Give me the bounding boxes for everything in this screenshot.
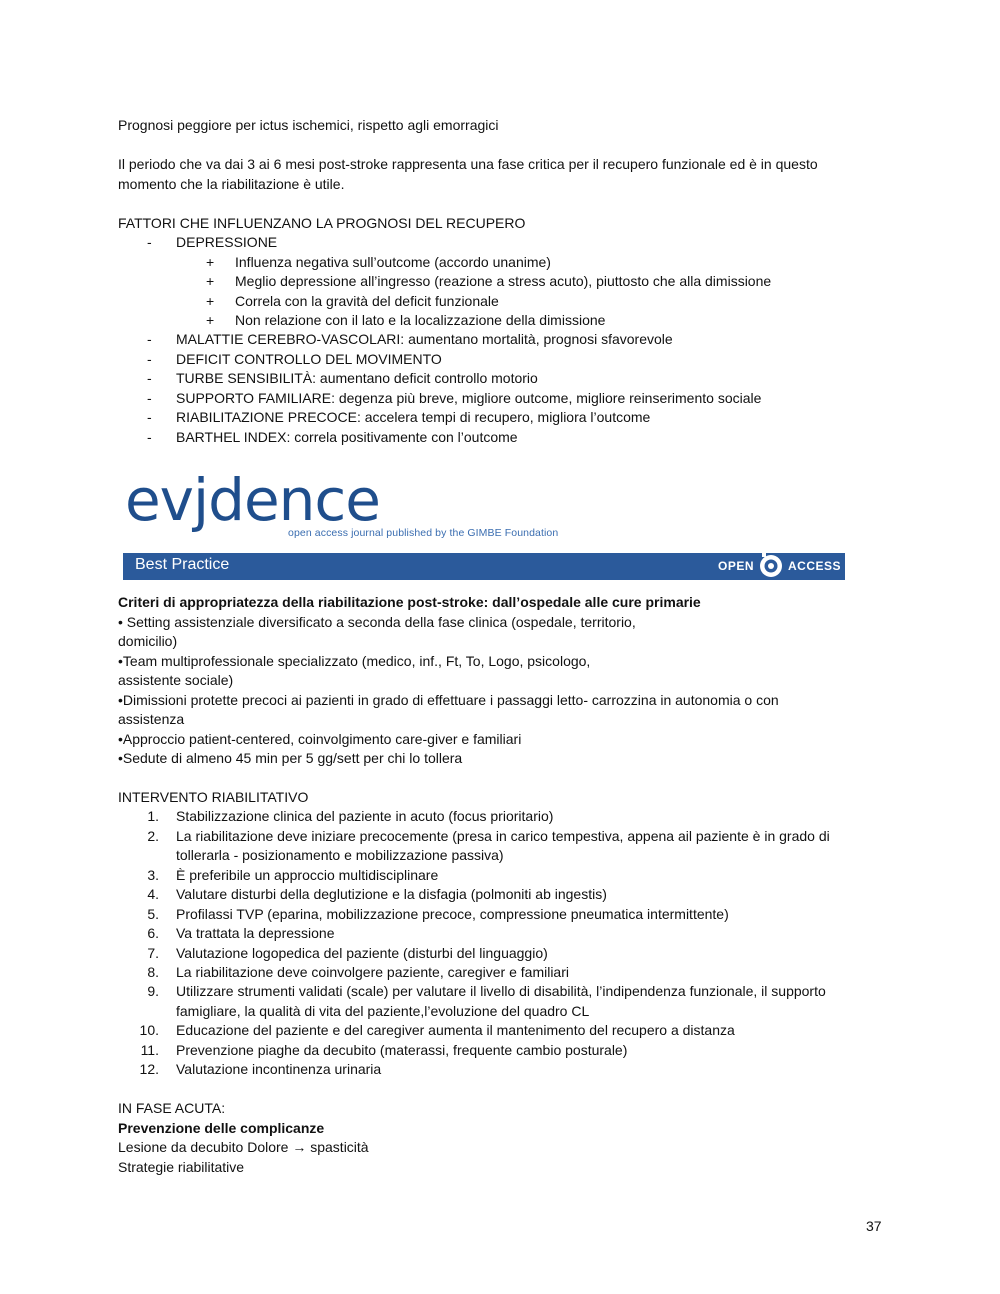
intervento-item: Va trattata la depressione	[176, 925, 335, 941]
dash-bullet: -	[147, 351, 152, 367]
fase-acuta-bold: Prevenzione delle complicanze	[118, 1120, 325, 1136]
access-label: ACCESS	[788, 559, 842, 573]
plus-bullet: +	[206, 312, 215, 328]
dash-bullet: -	[147, 390, 152, 406]
intervento-item: Prevenzione piaghe da decubito (materassi, frequente cambio posturale)	[176, 1042, 628, 1058]
dash-bullet: -	[147, 234, 152, 250]
plus-bullet: +	[206, 254, 215, 270]
intervento-item: Valutare disturbi della deglutizione e la disfagia (polmoniti ab ingestis)	[176, 886, 607, 902]
open-label: OPEN	[718, 559, 755, 573]
criteri-line: • Setting assistenziale diversificato a seconda della fase clinica (ospedale, territorio,	[118, 614, 636, 630]
intervento-item-cont: famigliare, la qualità di vita del paziente,l’evoluzione del quadro CL	[176, 1003, 590, 1019]
fattori-item: TURBE SENSIBILITÀ: aumentano deficit controllo motorio	[176, 370, 538, 386]
intervento-item-cont: tollerarla - posizionamento e mobilizzazione passiva)	[176, 847, 504, 863]
depressione-sub-item: Meglio depressione all’ingresso (reazione a stress acuto), piuttosto che alla dimissione	[235, 273, 772, 289]
depressione-sub-item: Non relazione con il lato e la localizzazione della dimissione	[235, 312, 606, 328]
fattori-item: BARTHEL INDEX: correla positivamente con l’outcome	[176, 429, 518, 445]
list-number: 3.	[147, 867, 159, 883]
fattori-item: MALATTIE CEREBRO-VASCOLARI: aumentano mortalità, prognosi sfavorevole	[176, 331, 673, 347]
dash-bullet: -	[147, 429, 152, 445]
list-number: 4.	[147, 886, 159, 902]
criteri-line: •Team multiprofessionale specializzato (medico, inf., Ft, To, Logo, psicologo,	[118, 653, 591, 669]
criteri-line: •Dimissioni protette precoci ai pazienti in grado di effettuare i passaggi letto- carrozzina in autonomia o con	[118, 692, 779, 708]
best-practice-label: Best Practice	[135, 556, 230, 573]
list-number: 7.	[147, 945, 159, 961]
open-access-lock-icon	[756, 539, 786, 579]
intro-line-2: Il periodo che va dai 3 ai 6 mesi post-stroke rappresenta una fase critica per il recupero funzionale ed è in questo	[118, 156, 818, 172]
list-number: 5.	[147, 906, 159, 922]
evidence-subtitle: open access journal published by the GIMBE Foundation	[288, 527, 559, 539]
plus-bullet: +	[206, 292, 215, 309]
plus-bullet: +	[206, 273, 215, 289]
depressione-sub-item: Correla con la gravità del deficit funzionale	[235, 292, 499, 309]
evidence-logo: evjdence	[125, 466, 380, 534]
list-number: 9.	[147, 983, 159, 999]
intervento-item: La riabilitazione deve coinvolgere paziente, caregiver e familiari	[176, 964, 569, 980]
intro-line-3: momento che la riabilitazione è utile.	[118, 175, 345, 192]
criteri-line: •Approccio patient-centered, coinvolgimento care-giver e familiari	[118, 731, 522, 747]
list-number: 1.	[147, 808, 159, 824]
criteri-line: assistente sociale)	[118, 672, 234, 688]
intervento-item: La riabilitazione deve iniziare precocemente (presa in carico tempestiva, appena ail paziente è in grado di	[176, 828, 830, 844]
intervento-item: Educazione del paziente e del caregiver aumenta il mantenimento del recupero a distanza	[176, 1022, 735, 1038]
criteri-line: •Sedute di almeno 45 min per 5 gg/sett per chi lo tollera	[118, 750, 463, 766]
dash-bullet: -	[147, 370, 152, 386]
intervento-item: Stabilizzazione clinica del paziente in acuto (focus prioritario)	[176, 808, 554, 824]
fattori-item: DEFICIT CONTROLLO DEL MOVIMENTO	[176, 351, 442, 367]
dash-bullet: -	[147, 409, 152, 425]
intervento-item: Valutazione incontinenza urinaria	[176, 1061, 382, 1077]
fattori-item: DEPRESSIONE	[176, 234, 278, 250]
list-number: 10.	[139, 1022, 159, 1038]
criteri-title: Criteri di appropriatezza della riabilitazione post-stroke: dall’ospedale alle cure primarie	[118, 594, 701, 610]
fattori-heading: FATTORI CHE INFLUENZANO LA PROGNOSI DEL RECUPERO	[118, 215, 526, 231]
criteri-line: domicilio)	[118, 633, 178, 649]
fattori-item: SUPPORTO FAMILIARE: degenza più breve, migliore outcome, migliore reinserimento sociale	[176, 390, 762, 406]
page-number: 37	[866, 1218, 882, 1234]
fase-acuta-line: Strategie riabilitative	[118, 1159, 245, 1175]
depressione-sub-item: Influenza negativa sull’outcome (accordo unanime)	[235, 254, 551, 270]
list-number: 12.	[139, 1061, 159, 1077]
criteri-line: assistenza	[118, 711, 185, 727]
fattori-item: RIABILITAZIONE PRECOCE: accelera tempi di recupero, migliora l’outcome	[176, 409, 651, 425]
best-practice-bar	[123, 553, 845, 580]
intervento-item: Valutazione logopedica del paziente (disturbi del linguaggio)	[176, 945, 548, 961]
list-number: 11.	[140, 1042, 159, 1058]
intervento-heading: INTERVENTO RIABILITATIVO	[118, 789, 309, 805]
intervento-item: Profilassi TVP (eparina, mobilizzazione precoce, compressione pneumatica intermittente)	[176, 906, 729, 922]
evidence-journal-banner	[123, 466, 845, 580]
list-number: 2.	[147, 828, 159, 844]
fase-acuta-line: Lesione da decubito Dolore → spasticità	[118, 1139, 369, 1155]
intervento-item: Utilizzare strumenti validati (scale) per valutare il livello di disabilità, l’indipendenza funzionale, il supporto	[176, 983, 826, 999]
fase-acuta-heading: IN FASE ACUTA:	[118, 1100, 226, 1116]
intervento-item: È preferibile un approccio multidisciplinare	[176, 867, 439, 883]
intro-line-1: Prognosi peggiore per ictus ischemici, rispetto agli emorragici	[118, 117, 499, 133]
dash-bullet: -	[147, 331, 152, 347]
list-number: 6.	[147, 925, 159, 941]
list-number: 8.	[147, 964, 159, 980]
